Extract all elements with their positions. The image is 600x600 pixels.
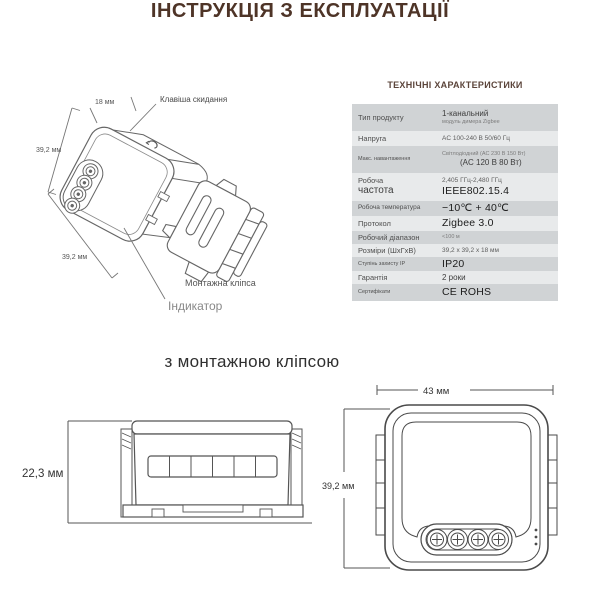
spec-value: 1-канальний	[442, 109, 489, 119]
front-view-diagram	[320, 380, 580, 595]
spec-label: Гарантія	[358, 272, 388, 282]
spec-label: Сертифікати	[358, 289, 391, 296]
spec-value-2: модуль димера Zigbee	[442, 119, 500, 125]
spec-label: Розміри (ШхГхВ)	[358, 245, 416, 255]
spec-row-dimensions	[352, 244, 558, 257]
section2-heading: з монтажною кліпсою	[164, 352, 340, 371]
dim-front-width	[377, 385, 553, 395]
device-isometric-diagram	[10, 82, 350, 337]
spec-label: Напруга	[358, 133, 387, 143]
side-view-diagram	[20, 405, 320, 540]
spec-value: AC 100-240 В 50/60 Гц	[442, 134, 510, 142]
dim-front-width-label: 43 мм	[423, 386, 450, 397]
spec-value: IP20	[442, 257, 465, 270]
spec-row-max-load	[352, 146, 558, 173]
spec-value: 2 роки	[442, 272, 466, 282]
spec-value: <100 м	[442, 234, 460, 241]
spec-value: CE ROHS	[442, 286, 492, 299]
dim-height-label: 39,2 мм	[36, 147, 62, 154]
spec-label: Тип продукту	[358, 112, 404, 122]
spec-row-temperature	[352, 201, 558, 216]
spec-label-2: частота	[358, 185, 394, 197]
spec-label: Макс. навантаження	[358, 156, 411, 163]
spec-row-warranty	[352, 271, 558, 284]
reset-leader-line	[130, 104, 156, 131]
spec-value: 39,2 x 39,2 x 18 мм	[442, 246, 499, 254]
spec-row-product-type	[352, 104, 558, 131]
clip-label: Монтажна кліпса	[185, 278, 256, 288]
indicator-label: Індикатор	[168, 299, 223, 313]
specs-table	[352, 104, 558, 301]
spec-row-certificates	[352, 284, 558, 301]
dim-front-height-label: 39,2 мм	[322, 481, 355, 491]
spec-row-frequency	[352, 173, 558, 201]
spec-label: Робоча	[358, 176, 384, 186]
page-title: ІНСТРУКЦІЯ З ЕКСПЛУАТАЦІЇ	[150, 0, 450, 22]
spec-row-voltage	[352, 131, 558, 146]
spec-row-protocol	[352, 216, 558, 231]
spec-value-2: (AC 120 В 80 Вт)	[460, 158, 522, 167]
spec-value: Світлодіодний (AC 230 В 150 Вт)	[442, 151, 526, 158]
spec-value: −10℃ + 40℃	[442, 202, 510, 215]
spec-label: Робоча температура	[358, 204, 421, 212]
indicator-leader-line	[124, 228, 165, 299]
spec-label: Робочий діапазон	[358, 232, 420, 242]
spec-value-2: IEEE802.15.4	[442, 184, 510, 197]
spec-label: Ступінь захисту IP	[358, 260, 406, 267]
dim-width-label: 39,2 мм	[62, 254, 88, 261]
spec-value: Zigbee 3.0	[442, 217, 494, 230]
dim-side-height-label: 22,3 мм	[22, 468, 64, 480]
reset-label: Клавіша скидання	[160, 95, 228, 104]
spec-value: 2,405 ГГц-2,480 ГГц	[442, 176, 502, 184]
dim-depth-label: 18 мм	[95, 99, 115, 106]
spec-row-range	[352, 231, 558, 244]
specs-heading: ТЕХНІЧНІ ХАРАКТЕРИСТИКИ	[387, 80, 523, 90]
spec-row-ip-rating	[352, 257, 558, 271]
spec-label: Протокол	[358, 218, 391, 228]
